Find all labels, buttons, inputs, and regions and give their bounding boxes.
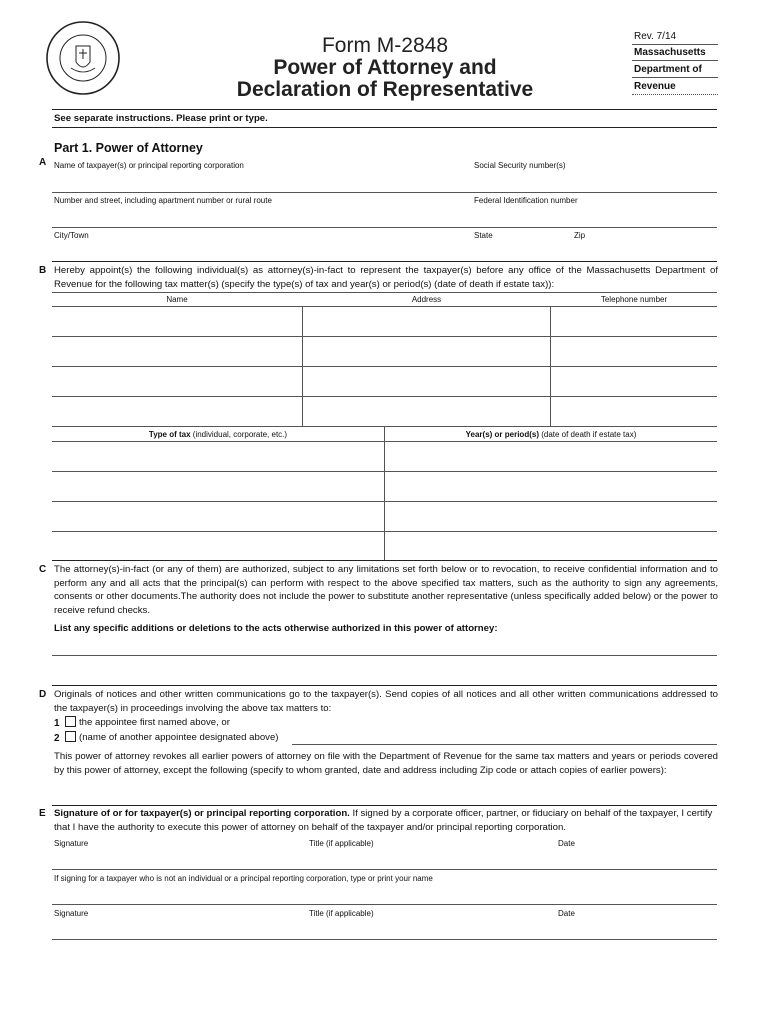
revocation-text: This power of attorney revokes all earlier powers of attorney on file with the Department of Revenue for the same tax matters and years or periods covered by this power of attorney, except the following (specify to whom granted, date and address including Zip code or attach copies of earlier powers): (54, 751, 718, 776)
appointee-2-phone-field[interactable] (551, 337, 717, 365)
signature-rule (52, 869, 717, 870)
tax-years-1-field[interactable] (385, 442, 717, 470)
dept-name-line3: Revenue (634, 81, 676, 92)
date-label: Date (558, 839, 575, 848)
appointee-1-address-field[interactable] (303, 307, 549, 335)
street-label: Number and street, including apartment number or rural route (54, 196, 272, 205)
col-header-years: Year(s) or period(s) (date of death if estate tax) (465, 430, 637, 439)
dept-name-line1: Massachusetts (634, 47, 706, 58)
title-label-2: Title (if applicable) (309, 909, 374, 918)
signature-field[interactable] (52, 850, 305, 869)
section-d-letter: D (39, 689, 47, 700)
zip-field[interactable] (572, 242, 717, 261)
appointee-3-address-field[interactable] (303, 367, 549, 395)
form-number: Form M-2848 (321, 34, 449, 57)
appointee-2-name-field[interactable] (52, 337, 301, 365)
signature-rule-2 (52, 939, 717, 940)
instructions-note: See separate instructions. Please print or type. (54, 113, 268, 124)
zip-label: Zip (574, 231, 586, 240)
option-2-name-field[interactable] (292, 730, 717, 744)
fid-label: Federal Identification number (474, 196, 578, 205)
appointee-4-phone-field[interactable] (551, 397, 717, 425)
section-e-letter: E (39, 808, 46, 819)
section-b-letter: B (39, 265, 47, 276)
date-label-2: Date (558, 909, 575, 918)
city-field[interactable] (52, 242, 470, 261)
additions-deletions-field[interactable] (52, 637, 717, 655)
section-b-text: Hereby appoint(s) the following individual(s) as attorney(s)-in-fact to represent the taxpayer(s) before any office of the Massachusetts Department of Revenue for the following tax matter(s) (specify the type(s) of tax and year(s) or period(s) (date of death if estate tax)): (54, 265, 718, 290)
appointee-4-address-field[interactable] (303, 397, 549, 425)
city-label: City/Town (54, 231, 89, 240)
signature-field-2[interactable] (52, 920, 305, 939)
appointee-2-address-field[interactable] (303, 337, 549, 365)
col-header-address: Address (411, 295, 442, 304)
option-2-label: (name of another appointee designated above) (79, 732, 279, 743)
appointee-3-name-field[interactable] (52, 367, 301, 395)
tax-type-2-field[interactable] (52, 472, 383, 500)
option-1-checkbox[interactable] (65, 716, 76, 727)
non-individual-rule (52, 904, 717, 905)
dept-name-line2: Department of (634, 64, 702, 75)
instructions-rule (52, 127, 717, 128)
signature-label: Signature (54, 839, 89, 848)
ssn-field[interactable] (472, 172, 717, 192)
dept-rule-3 (632, 77, 718, 78)
additions-deletions-rule (52, 655, 717, 656)
fid-field[interactable] (472, 207, 717, 227)
row-a3-rule (52, 261, 717, 262)
title-field-2[interactable] (307, 920, 554, 939)
state-field[interactable] (472, 242, 570, 261)
option-2-name-rule (292, 744, 717, 745)
section-c-bottom-rule (52, 685, 717, 686)
appointee-1-name-field[interactable] (52, 307, 301, 335)
tax-type-4-field[interactable] (52, 532, 383, 559)
tax-years-2-field[interactable] (385, 472, 717, 500)
col-header-phone: Telephone number (600, 295, 668, 304)
non-individual-label: If signing for a taxpayer who is not an individual or a principal reporting corporation, type or print your name (54, 874, 433, 883)
title-field[interactable] (307, 850, 554, 869)
section-c-text: The attorney(s)-in-fact (or any of them) are authorized, subject to any limitations set forth below or to revocation, to receive confidential information and to perform any and all acts that the principal(s) can perform with respect to the above specified tax matters, such as the authority to sign any agreements, consents or other documents.The authority does not include the power to substitute another representative (unless specifically added below) or the power to receive refund checks. (54, 564, 718, 616)
section-d-bottom-rule (52, 805, 717, 806)
option-2-number: 2 (54, 733, 60, 744)
option-1-number: 1 (54, 718, 60, 729)
appointee-4-name-field[interactable] (52, 397, 301, 425)
form-title-line1: Power of Attorney and (273, 56, 497, 79)
section-a-letter: A (39, 157, 47, 168)
signature-label-2: Signature (54, 909, 89, 918)
tax-years-4-field[interactable] (385, 532, 717, 559)
title-label: Title (if applicable) (309, 839, 374, 848)
date-field-2[interactable] (556, 920, 717, 939)
taxpayer-name-field[interactable] (52, 172, 470, 192)
section-c-letter: C (39, 564, 47, 575)
earlier-powers-field[interactable] (52, 780, 717, 805)
additions-deletions-label: List any specific additions or deletions to the acts otherwise authorized in this power of attorney: (54, 623, 498, 634)
dept-rule-2 (632, 60, 718, 61)
option-2-checkbox[interactable] (65, 731, 76, 742)
form-title-line2: Declaration of Representative (236, 78, 534, 101)
table1-top-rule (52, 292, 717, 293)
section-e-text: Signature of or for taxpayer(s) or principal reporting corporation. If signed by a corporate officer, partner, or fiduciary on behalf of the taxpayer, I certify that I have the authority to execute this power of attorney on behalf of the taxpayer and/or principal reporting corporation. (54, 808, 713, 833)
row-a2-rule (52, 227, 717, 228)
taxpayer-name-label: Name of taxpayer(s) or principal reporting corporation (54, 161, 244, 170)
tax-type-3-field[interactable] (52, 502, 383, 530)
col-header-tax-type: Type of tax (individual, corporate, etc.) (148, 430, 288, 439)
table2-bottom-rule (52, 560, 717, 561)
part1-title: Part 1. Power of Attorney (54, 141, 203, 155)
tax-type-1-field[interactable] (52, 442, 383, 470)
col-header-name: Name (166, 295, 188, 304)
row-a1-rule (52, 192, 717, 193)
tax-years-3-field[interactable] (385, 502, 717, 530)
dept-rule-1 (632, 44, 718, 45)
section-d-text: Originals of notices and other written communications go to the taxpayer(s). Send copies of all notices and all other written communications addressed to the taxpayer(s) in proceedings involving the above tax matters to: (54, 689, 718, 714)
appointee-3-phone-field[interactable] (551, 367, 717, 395)
dept-rule-4 (632, 94, 718, 95)
date-field[interactable] (556, 850, 717, 869)
option-1-label: the appointee first named above, or (79, 717, 230, 728)
street-field[interactable] (52, 207, 470, 227)
ssn-label: Social Security number(s) (474, 161, 566, 170)
revision-date: Rev. 7/14 (634, 31, 677, 42)
non-individual-name-field[interactable] (52, 885, 717, 904)
state-label: State (474, 231, 493, 240)
appointee-1-phone-field[interactable] (551, 307, 717, 335)
header-rule (52, 109, 717, 110)
